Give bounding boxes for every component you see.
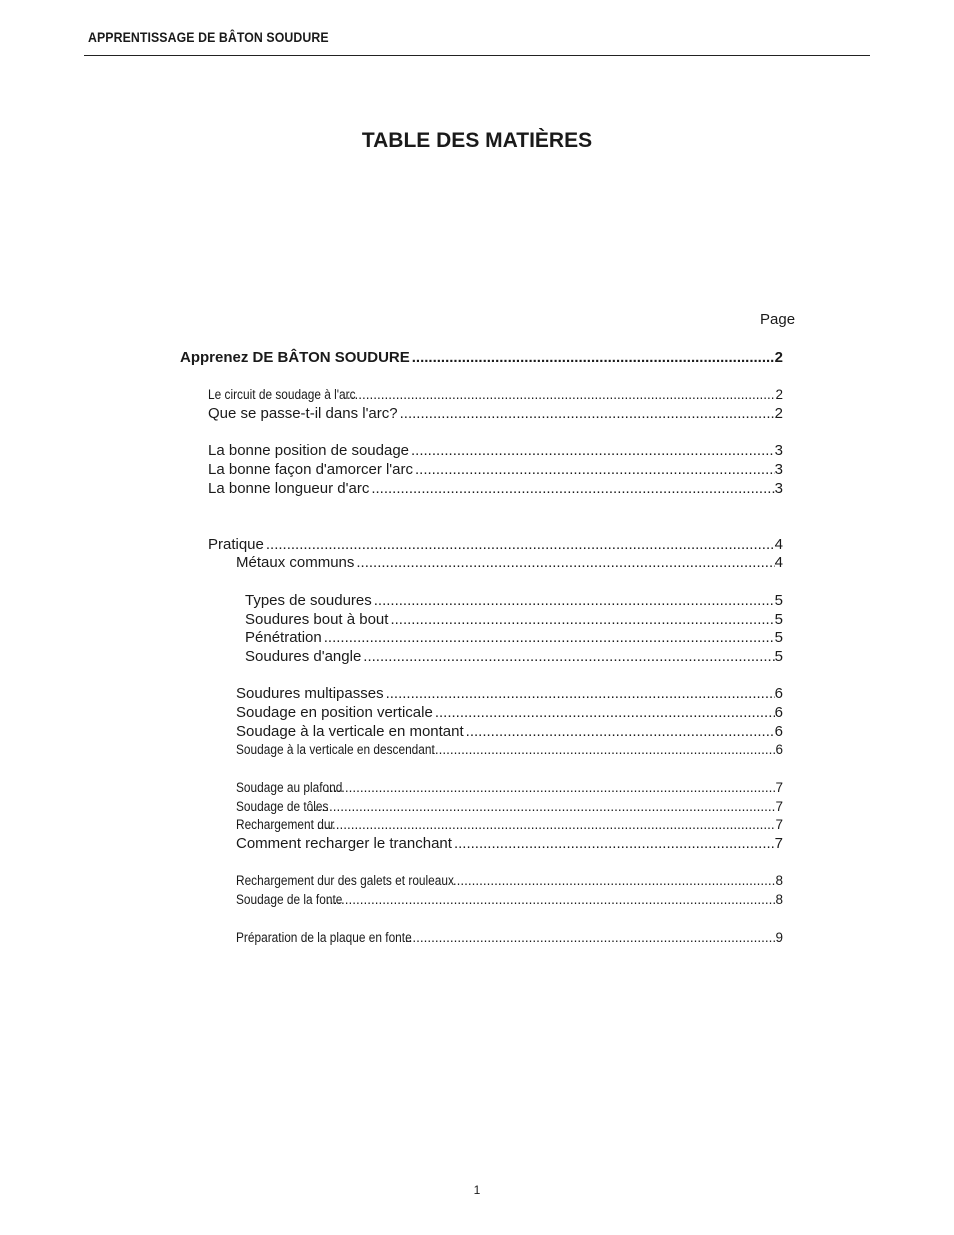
toc-entry-label: Soudage à la verticale en montant <box>236 723 464 740</box>
toc-entry[interactable] <box>245 610 783 629</box>
toc-entry-label: Soudures multipasses <box>236 685 384 702</box>
toc-entry-label: Le circuit de soudage à l'arc <box>208 387 356 402</box>
page-number: 1 <box>473 1183 481 1197</box>
toc-entry-page: 3 <box>774 442 783 459</box>
toc-leader-dots <box>264 535 775 554</box>
toc-leader-dots <box>429 740 775 759</box>
header-divider <box>84 55 870 56</box>
page-title: TABLE DES MATIÈRES <box>361 129 593 152</box>
toc-entry-page: 4 <box>774 536 783 553</box>
toc-leader-dots <box>403 928 776 947</box>
toc-entry-label: Soudage de la fonte <box>236 892 343 907</box>
toc-entry-label: La bonne position de soudage <box>208 442 410 459</box>
toc-entry[interactable] <box>236 871 783 890</box>
toc-entry[interactable] <box>236 684 783 703</box>
toc-entry-page: 8 <box>775 892 783 907</box>
toc-entry-label: Soudures bout à bout <box>245 611 389 628</box>
toc-entry-page: 6 <box>774 723 783 740</box>
toc-entry-page: 5 <box>774 611 783 628</box>
toc-entry[interactable] <box>208 441 783 460</box>
toc-leader-dots <box>308 797 775 816</box>
toc-leader-dots <box>372 591 775 610</box>
toc-leader-dots <box>388 610 774 629</box>
toc-leader-dots <box>451 871 776 890</box>
toc-entry-label: Préparation de la plaque en fonte <box>236 930 412 945</box>
toc-entry-label: Apprenez DE BÂTON SOUDURE <box>180 349 410 366</box>
toc-entry[interactable] <box>208 535 783 554</box>
toc-entry[interactable] <box>236 722 783 741</box>
toc-leader-dots <box>315 815 775 834</box>
toc-entry[interactable] <box>245 628 783 647</box>
toc-leader-dots <box>354 553 774 572</box>
toc-entry-label: Rechargement dur des galets et rouleaux <box>236 873 454 888</box>
running-header: APPRENTISSAGE DE BÂTON SOUDURE <box>88 29 329 45</box>
toc-entry-page: 3 <box>774 480 783 497</box>
toc-entry-label: Pénétration <box>245 629 322 646</box>
toc-entry[interactable] <box>236 928 783 947</box>
toc-entry[interactable] <box>236 740 783 759</box>
toc-entry-page: 8 <box>775 873 783 888</box>
toc-entry-label: Rechargement dur <box>236 817 335 832</box>
toc-entry-page: 5 <box>774 592 783 609</box>
toc-entry[interactable] <box>236 778 783 797</box>
toc-entry-page: 5 <box>774 648 783 665</box>
toc-entry[interactable] <box>245 591 783 610</box>
toc-leader-dots <box>410 348 775 367</box>
toc-entry-label: Métaux communs <box>236 554 355 571</box>
toc-entry-page: 3 <box>774 461 783 478</box>
toc-entry[interactable] <box>180 348 783 367</box>
toc-entry-label: La bonne longueur d'arc <box>208 480 370 497</box>
toc-entry[interactable] <box>208 404 783 423</box>
toc-leader-dots <box>413 460 775 479</box>
toc-entry[interactable] <box>236 703 783 722</box>
toc-leader-dots <box>464 722 775 741</box>
toc-entry-page: 7 <box>775 799 783 814</box>
toc-leader-dots <box>409 441 775 460</box>
toc-entry-page: 2 <box>775 387 783 402</box>
toc-leader-dots <box>361 647 774 666</box>
toc-entry-page: 7 <box>774 835 783 852</box>
toc-entry[interactable] <box>236 553 783 572</box>
toc-entry-page: 2 <box>774 405 783 422</box>
toc-entry[interactable] <box>236 815 783 834</box>
toc-entry-page: 6 <box>774 704 783 721</box>
toc-leader-dots <box>433 703 775 722</box>
toc-entry-page: 2 <box>774 349 783 366</box>
toc-leader-dots <box>369 479 774 498</box>
toc-entry[interactable] <box>236 890 783 909</box>
page-column-label: Page <box>760 311 796 328</box>
toc-entry-label: Soudage de tôles <box>236 799 329 814</box>
toc-leader-dots <box>384 684 775 703</box>
toc-entry-label: Soudage en position verticale <box>236 704 433 721</box>
toc-entry-page: 7 <box>775 780 783 795</box>
toc-entry[interactable] <box>236 797 783 816</box>
toc-entry[interactable] <box>208 479 783 498</box>
toc-entry-label: La bonne façon d'amorcer l'arc <box>208 461 414 478</box>
toc-entry-page: 6 <box>774 685 783 702</box>
toc-leader-dots <box>341 385 775 404</box>
toc-entry[interactable] <box>245 647 783 666</box>
toc-leader-dots <box>398 404 775 423</box>
toc-entry-page: 5 <box>774 629 783 646</box>
toc-leader-dots <box>324 778 775 797</box>
toc-entry-page: 4 <box>774 554 783 571</box>
toc-entry-page: 9 <box>775 930 783 945</box>
toc-entry-page: 7 <box>775 817 783 832</box>
toc-entry-page: 6 <box>775 742 783 757</box>
toc-entry[interactable] <box>208 460 783 479</box>
toc-entry-label: Soudage à la verticale en descendant <box>236 742 435 757</box>
toc-leader-dots <box>324 890 775 909</box>
toc-entry-label: Soudures d'angle <box>245 648 362 665</box>
toc-entry-label: Soudage au plafond <box>236 780 343 795</box>
toc-leader-dots <box>452 834 775 853</box>
toc-entry-label: Que se passe-t-il dans l'arc? <box>208 405 398 422</box>
toc-leader-dots <box>322 628 775 647</box>
toc-entry-label: Comment recharger le tranchant <box>236 835 452 852</box>
toc-entry-label: Types de soudures <box>245 592 372 609</box>
toc-entry-label: Pratique <box>208 536 264 553</box>
toc-entry[interactable] <box>208 385 783 404</box>
toc-entry[interactable] <box>236 834 783 853</box>
